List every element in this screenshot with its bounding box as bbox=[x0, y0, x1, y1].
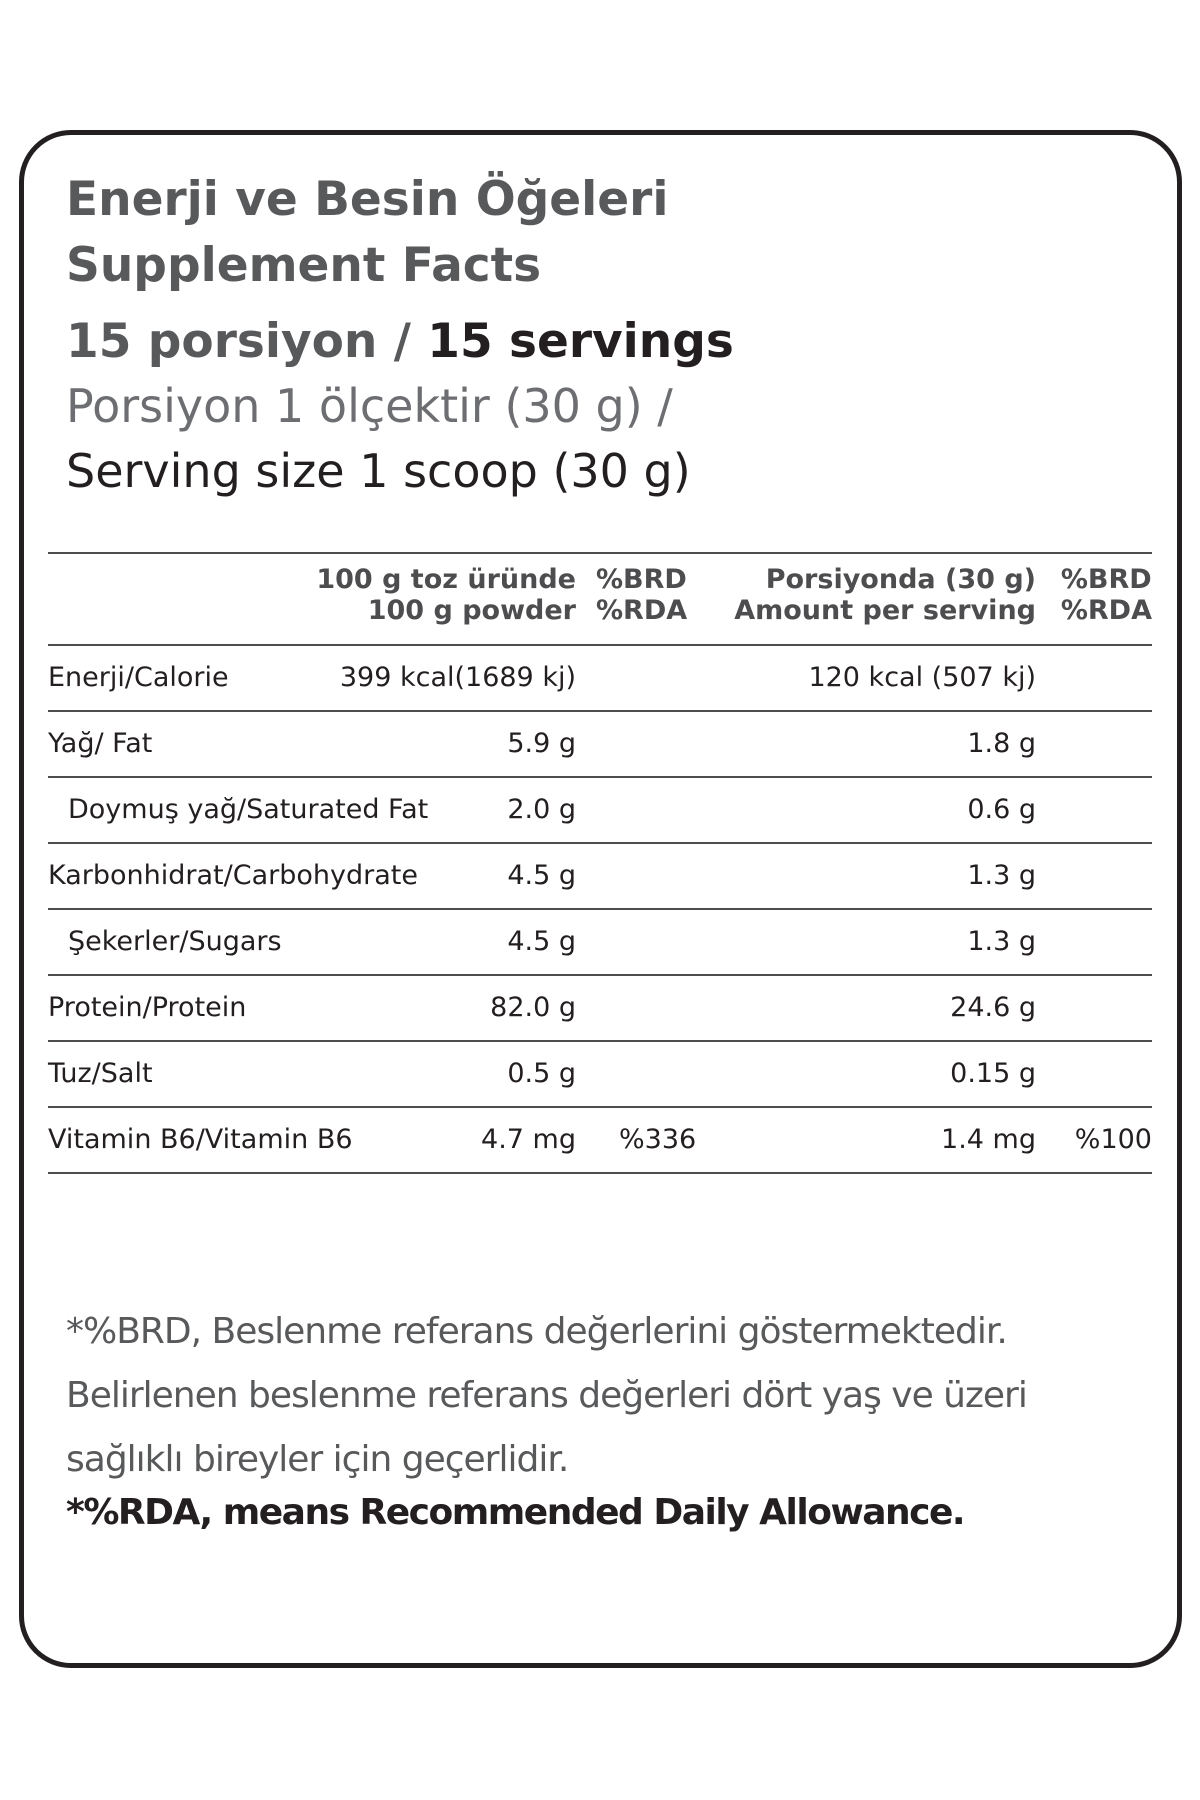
value-per-serving: 1.8 g bbox=[967, 728, 1036, 759]
header-per-serving bbox=[734, 564, 1036, 626]
serving-size-english: Serving size 1 scoop (30 g) bbox=[66, 444, 691, 498]
table-header bbox=[48, 554, 1152, 644]
rda-per-100g: %336 bbox=[619, 1124, 697, 1155]
servings-per-container bbox=[66, 314, 734, 369]
header-brd-100g: %BRD bbox=[596, 564, 687, 595]
table-body bbox=[48, 644, 1152, 1174]
header-brd-serving: %BRD bbox=[1060, 564, 1152, 595]
table-row bbox=[48, 1106, 1152, 1174]
value-per-serving: 120 kcal (507 kj) bbox=[808, 662, 1036, 693]
header-per-100g-tr: 100 g toz üründe bbox=[316, 564, 576, 595]
value-per-serving: 1.4 mg bbox=[941, 1124, 1036, 1155]
value-per-100g: 4.5 g bbox=[507, 860, 576, 891]
table-row bbox=[48, 974, 1152, 1040]
value-per-100g: 4.7 mg bbox=[481, 1124, 576, 1155]
header-per-serving-en: Amount per serving bbox=[734, 595, 1036, 626]
value-per-100g: 399 kcal(1689 kj) bbox=[339, 662, 576, 693]
footnote-english: *%RDA, means Recommended Daily Allowance. bbox=[66, 1492, 965, 1533]
value-per-100g: 82.0 g bbox=[490, 992, 576, 1023]
title-turkish: Enerji ve Besin Öğeleri bbox=[66, 172, 669, 227]
value-per-100g: 0.5 g bbox=[507, 1058, 576, 1089]
servings-english: 15 servings bbox=[427, 314, 734, 369]
nutrient-name: Tuz/Salt bbox=[48, 1058, 153, 1089]
nutrient-name: Şekerler/Sugars bbox=[68, 926, 282, 957]
title-english: Supplement Facts bbox=[66, 238, 542, 293]
header-rda-100g bbox=[596, 564, 687, 626]
table-row bbox=[48, 710, 1152, 776]
value-per-serving: 1.3 g bbox=[967, 926, 1036, 957]
nutrient-name: Karbonhidrat/Carbohydrate bbox=[48, 860, 418, 891]
value-per-100g: 2.0 g bbox=[507, 794, 576, 825]
nutrient-name: Doymuş yağ/Saturated Fat bbox=[68, 794, 429, 825]
header-per-100g bbox=[316, 564, 576, 626]
nutrient-name: Enerji/Calorie bbox=[48, 662, 229, 693]
serving-size-turkish: Porsiyon 1 ölçektir (30 g) / bbox=[66, 379, 673, 433]
value-per-serving: 1.3 g bbox=[967, 860, 1036, 891]
value-per-serving: 0.15 g bbox=[950, 1058, 1036, 1089]
table-row bbox=[48, 1040, 1152, 1106]
value-per-100g: 4.5 g bbox=[507, 926, 576, 957]
header-per-serving-tr: Porsiyonda (30 g) bbox=[765, 564, 1036, 595]
value-per-serving: 0.6 g bbox=[967, 794, 1036, 825]
rda-per-serving: %100 bbox=[1074, 1124, 1152, 1155]
nutrition-table bbox=[48, 552, 1152, 1174]
value-per-serving: 24.6 g bbox=[950, 992, 1036, 1023]
servings-turkish: 15 porsiyon / bbox=[66, 314, 428, 369]
header-rda-serving bbox=[1061, 564, 1152, 626]
table-row bbox=[48, 776, 1152, 842]
nutrient-name: Protein/Protein bbox=[48, 992, 247, 1023]
nutrient-name: Vitamin B6/Vitamin B6 bbox=[48, 1124, 353, 1155]
header-rda-100g-label: %RDA bbox=[596, 595, 688, 626]
value-per-100g: 5.9 g bbox=[507, 728, 576, 759]
header-rda-serving-label: %RDA bbox=[1060, 595, 1152, 626]
table-row bbox=[48, 908, 1152, 974]
header-per-100g-en: 100 g powder bbox=[367, 595, 576, 626]
table-row bbox=[48, 644, 1152, 710]
footnote-turkish: *%BRD, Beslenme referans değerlerini göstermektedir. Belirlenen beslenme referans değerleri dört yaş ve üzeri sağlıklı bireyler için geçerlidir. bbox=[66, 1311, 1027, 1480]
table-row bbox=[48, 842, 1152, 908]
nutrient-name: Yağ/ Fat bbox=[48, 728, 153, 759]
